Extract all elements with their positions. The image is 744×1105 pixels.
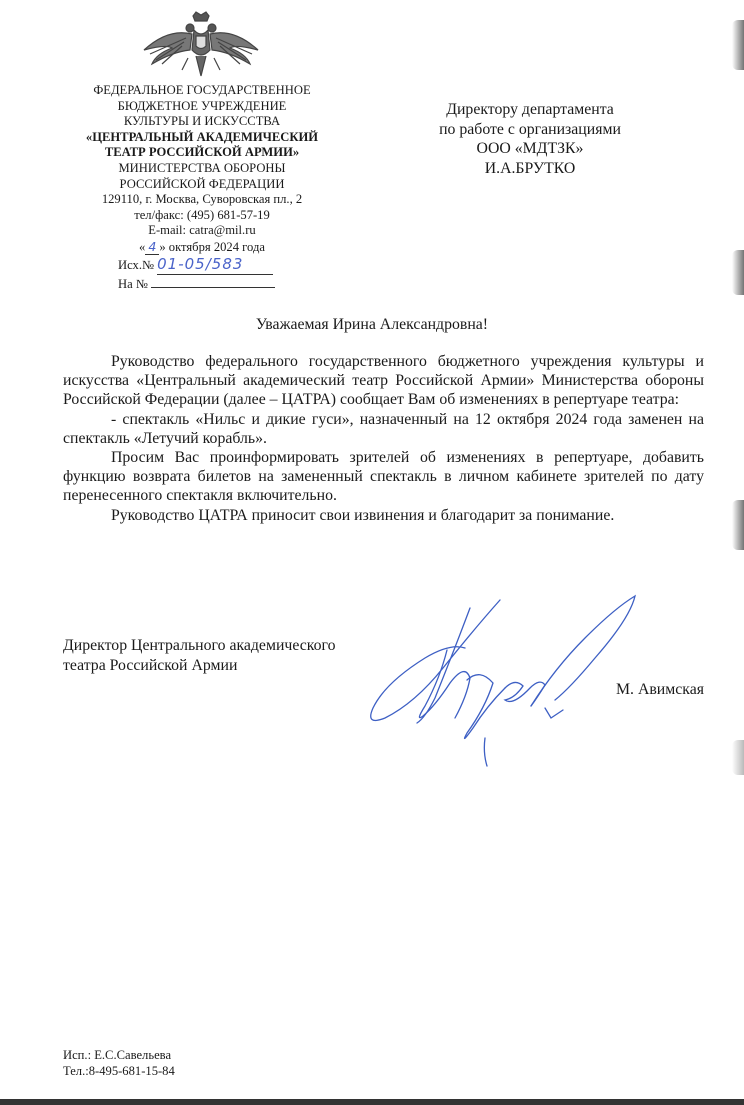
- addressee-line: И.А.БРУТКО: [484, 159, 576, 177]
- incoming-number-blank: [151, 275, 275, 288]
- sender-line: «ЦЕНТРАЛЬНЫЙ АКАДЕМИЧЕСКИЙ: [85, 129, 319, 144]
- double-headed-eagle-emblem-icon: [138, 10, 264, 80]
- sender-line: КУЛЬТУРЫ И ИСКУССТВА: [123, 114, 281, 129]
- outgoing-number-label: Исх.№: [118, 258, 154, 272]
- outgoing-number-handwritten: 01-05/583: [157, 255, 244, 273]
- signatory-title: [63, 636, 336, 676]
- sender-address: 129110, г. Москва, Суворовская пл., 2: [101, 192, 303, 207]
- scan-edge-mark: [732, 500, 744, 550]
- sender-phone: тел/факс: (495) 681-57-19: [134, 207, 270, 222]
- date-open-quote: «: [139, 239, 146, 254]
- outgoing-number-line: [157, 256, 273, 275]
- scan-bottom-edge: [0, 1099, 744, 1105]
- date-day-handwritten: 4: [145, 239, 159, 255]
- executor-phone: Тел.:8-495-681-15-84: [63, 1064, 175, 1078]
- signatory-name: М. Авимская: [616, 681, 704, 698]
- body-paragraph: Руководство ЦАТРА приносит свои извинения и благодарит за понимание.: [111, 506, 615, 524]
- sender-email: E-mail: catra@mil.ru: [148, 223, 256, 238]
- addressee-line: ООО «МДТЗК»: [476, 140, 584, 157]
- scan-edge-mark: [732, 20, 744, 70]
- signatory-title-line: театра Российской Армии: [63, 657, 238, 674]
- sender-line: ФЕДЕРАЛЬНОЕ ГОСУДАРСТВЕННОЕ: [93, 83, 311, 97]
- letter-body: [63, 352, 704, 525]
- addressee-block: [410, 100, 650, 178]
- scan-edge-mark: [732, 740, 744, 775]
- executor-name: Исп.: Е.С.Савельева: [63, 1048, 172, 1062]
- greeting: Уважаемая Ирина Александровна!: [255, 316, 489, 333]
- body-paragraph: Руководство федерального государственного бюджетного учреждения культуры и искусства «Центральный академический театр Российской Армии» Министерства обороны Российской Федерации (далее – ЦАТРА) сообщает Вам об изменениях в репертуаре театра:: [63, 353, 704, 409]
- sender-line: МИНИСТЕРСТВА ОБОРОНЫ: [118, 160, 286, 175]
- body-paragraph: Просим Вас проинформировать зрителей об изменениях в репертуаре, добавить функцию возврата билетов на замененный спектакль в личном кабинете зрителей по дату перенесенного спектакля включительно.: [63, 449, 704, 505]
- letter-date: [68, 239, 336, 256]
- sender-line: ТЕАТР РОССИЙСКОЙ АРМИИ»: [104, 145, 300, 160]
- reference-block: [118, 256, 275, 293]
- sender-block: [68, 83, 336, 256]
- incoming-number-label: На №: [118, 277, 148, 291]
- footer-executor: [63, 1047, 175, 1079]
- sender-line: РОССИЙСКОЙ ФЕДЕРАЦИИ: [119, 176, 285, 191]
- date-rest: » октября 2024 года: [159, 239, 265, 254]
- outgoing-number-row: [118, 256, 275, 275]
- signatory-title-line: Директор Центрального академического: [63, 637, 336, 654]
- handwritten-signature-icon: [355, 588, 655, 773]
- addressee-line: по работе с организациями: [439, 120, 621, 138]
- body-paragraph: - спектакль «Нильс и дикие гуси», назначенный на 12 октября 2024 года заменен на спектакль «Летучий корабль».: [63, 410, 704, 447]
- incoming-number-row: [118, 275, 275, 293]
- sender-line: БЮДЖЕТНОЕ УЧРЕЖДЕНИЕ: [117, 98, 287, 113]
- addressee-line: Директору департамента: [446, 101, 614, 118]
- scan-edge-mark: [732, 250, 744, 295]
